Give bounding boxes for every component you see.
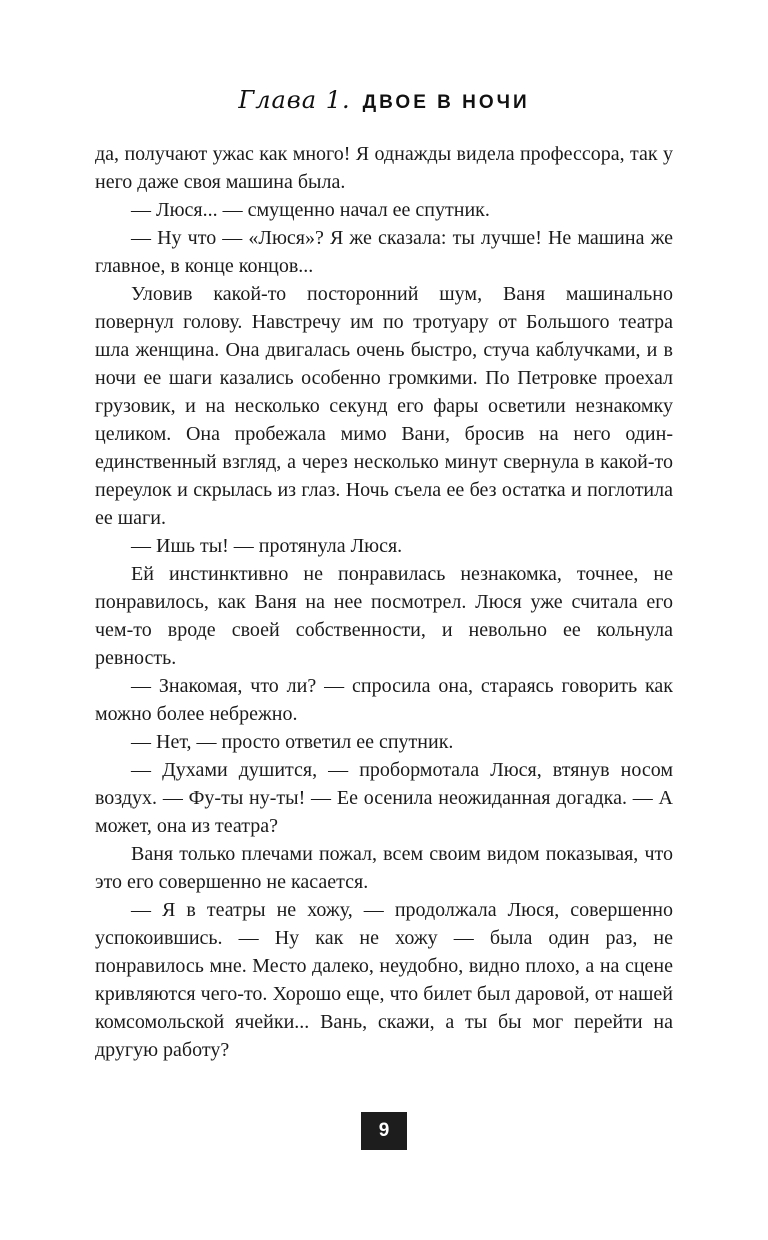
- paragraph: — Знакомая, что ли? — спросила она, стараясь говорить как можно более небрежно.: [95, 675, 673, 725]
- chapter-header: [0, 0, 768, 114]
- paragraph: Ей инстинктивно не понравилась незнакомка, точнее, не понравилось, как Ваня на нее посмотрел. Люся уже считала его чем-то вроде своей собственности, и невольно ее кольнула ревность.: [95, 563, 673, 669]
- paragraph: — Духами душится, — пробормотала Люся, втянув носом воздух. — Фу-ты ну-ты! — Ее осенила неожиданная догадка. — А может, она из театра?: [95, 759, 673, 837]
- page-number: 9: [378, 1120, 390, 1141]
- body-text: [95, 140, 673, 1064]
- paragraph: да, получают ужас как много! Я однажды видела профессора, так у него даже своя машина была.: [95, 143, 673, 193]
- paragraph: — Ну что — «Люся»? Я же сказала: ты лучше! Не машина же главное, в конце концов...: [95, 227, 673, 277]
- paragraph: — Ишь ты! — протянула Люся.: [131, 535, 403, 557]
- paragraph: — Люся... — смущенно начал ее спутник.: [131, 199, 490, 221]
- paragraph: — Нет, — просто ответил ее спутник.: [131, 731, 454, 753]
- chapter-title: ДВОЕ В НОЧИ: [362, 92, 530, 113]
- paragraph: — Я в театры не хожу, — продолжала Люся, совершенно успокоившись. — Ну как не хожу — была один раз, не понравилось мне. Место далеко, неудобно, видно плохо, а на сцене кривляются чего-то. Хорошо еще, что билет был даровой, от нашей комсомольской ячейки... Вань, скажи, а ты бы мог перейти на другую работу?: [95, 899, 673, 1061]
- chapter-number: Глава 1.: [238, 86, 351, 114]
- paragraph: Уловив какой-то посторонний шум, Ваня машинально повернул голову. Навстречу им по тротуару от Большого театра шла женщина. Она двигалась очень быстро, стуча каблучками, и в ночи ее шаги казались особенно громкими. По Петровке проехал грузовик, и на несколько секунд его фары осветили незнакомку целиком. Она пробежала мимо Вани, бросив на него один-единственный взгляд, а через несколько минут свернула в какой-то переулок и скрылась из глаз. Ночь съела ее без остатка и поглотила ее шаги.: [95, 283, 673, 529]
- page-number-badge: [361, 1112, 407, 1150]
- paragraph: Ваня только плечами пожал, всем своим видом показывая, что это его совершенно не касается.: [95, 843, 673, 893]
